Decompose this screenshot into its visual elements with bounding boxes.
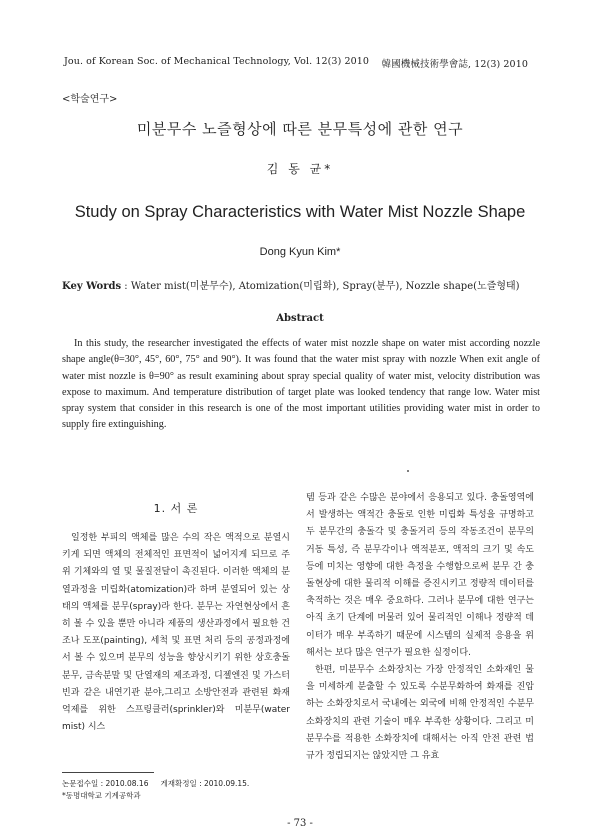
intro-paragraph-2: 한편, 미분무수 소화장치는 가장 안정적인 소화재인 물을 미세하게 분출할 수 있도록 수분무화하여 화재를 진압하는 소화장치로서 국내에는 외국에 비해 안정적인 수분무 소화장치의 관련 기술이 매우 부족한 상황이다. 그리고 미분무수를 적용한 소화장치에 대해서는 아직 안전 관련 법규가 정립되지는 않았지만 그 유효 [306,665,534,762]
keywords-label: Key Words [62,281,122,292]
abstract-body [62,336,540,434]
keywords-text: : Water mist(미분무수), Atomization(미립화), Spray(분무), Nozzle shape(노즐형태) [121,281,520,292]
abstract-text: In this study, the researcher investigated the effects of water mist nozzle shape on water mist according nozzle shape angle(θ=30°, 45°, 60°, 75° and 90°). It was found that the water mist spray with nozzle When exit angle of water mist nozzle is θ=90° as result examining about spray special quality of water mist, velocity distribution was expose to maximum. And temperature distribution of target plate was looked tendency that range low. Water mist spray system that consider in this research is one of the most important utilities providing water mist in order to supply fire extinguishing. [62,338,540,431]
footnotes [62,778,249,802]
journal-header-left: Jou. of Korean Soc. of Mechanical Technology, Vol. 12(3) 2010 [64,56,370,67]
intro-paragraph-1-continued: 템 등과 같은 수많은 분야에서 응용되고 있다. 충돌영역에서 발생하는 액적간 충돌로 인한 미립화 특성을 규명하고 두 분무간의 충돌각 및 충돌거리 등의 작동조건이 분무의 거동 특성, 즉 분무각이나 액적분포, 액적의 크기 및 속도 등에 미치는 영향에 대한 측정을 수행함으로써 분무 간 충돌현상에 대한 물리적 이해를 증진시키고 정량적 데이터를 축적하는 것은 매우 중요하다. 그러나 분무에 대한 연구는 아직 초기 단계에 머물러 있어 물리적인 이해나 정량적 데이터가 매우 부족하기 때문에 시스템의 실제적 응용을 위해서는 보다 많은 연구가 필요한 실정이다. [306,493,534,658]
title-english: Study on Spray Characteristics with Water Mist Nozzle Shape [74,203,526,221]
author-english: Dong Kyun Kim* [259,246,341,258]
accepted-date: 게재확정일 : 2010.09.15. [160,779,250,788]
received-date: 논문접수일 : 2010.08.16 [62,779,149,788]
title-korean: 미분무수 노즐형상에 따른 분무특성에 관한 연구 [136,120,464,138]
intro-paragraph-1: 일정한 부피의 액체를 많은 수의 작은 액적으로 분열시키게 되면 액체의 전체적인 표면적이 넓어지게 되므로 주위 기체와의 열 및 물질전달이 촉진된다. 이러한 액체의 분열과정을 미립화(atomization)라 하며 분열되어 있는 상태의 액체를 분무(spray)라 한다. 분무는 자연현상에서 흔히 볼 수 있을 뿐만 아니라 제품의 생산과정에서 필요한 건조나 도포(painting), 세척 및 표면 처리 등의 공정과정에서 볼 수 있으며 분무의 성능을 향상시키기 위한 상호충돌분무, 금속분말 및 단열재의 제조과정, 디젤엔진 및 가스터빈과 같은 내연기관 분야,그리고 소방안전과 관련된 화재 억제를 위한 스프링클러(sprinkler)와 미분무(water mist) 시스 [62,533,290,733]
right-column [306,490,534,765]
keywords [62,277,552,292]
abstract-heading: Abstract [276,313,324,324]
article-category: <학술연구> [62,94,118,105]
journal-header-right: 韓國機械技術學會誌, 12(3) 2010 [381,59,528,70]
author-affiliation: *동명대학교 기계공학과 [62,791,141,800]
section-heading-introduction: 1. 서 론 [153,502,199,515]
separator-dot [407,470,409,472]
author-korean: 김 동 균* [266,162,334,176]
footnote-divider [62,772,154,773]
left-column [62,500,290,736]
page-number: - 73 - [287,818,313,829]
